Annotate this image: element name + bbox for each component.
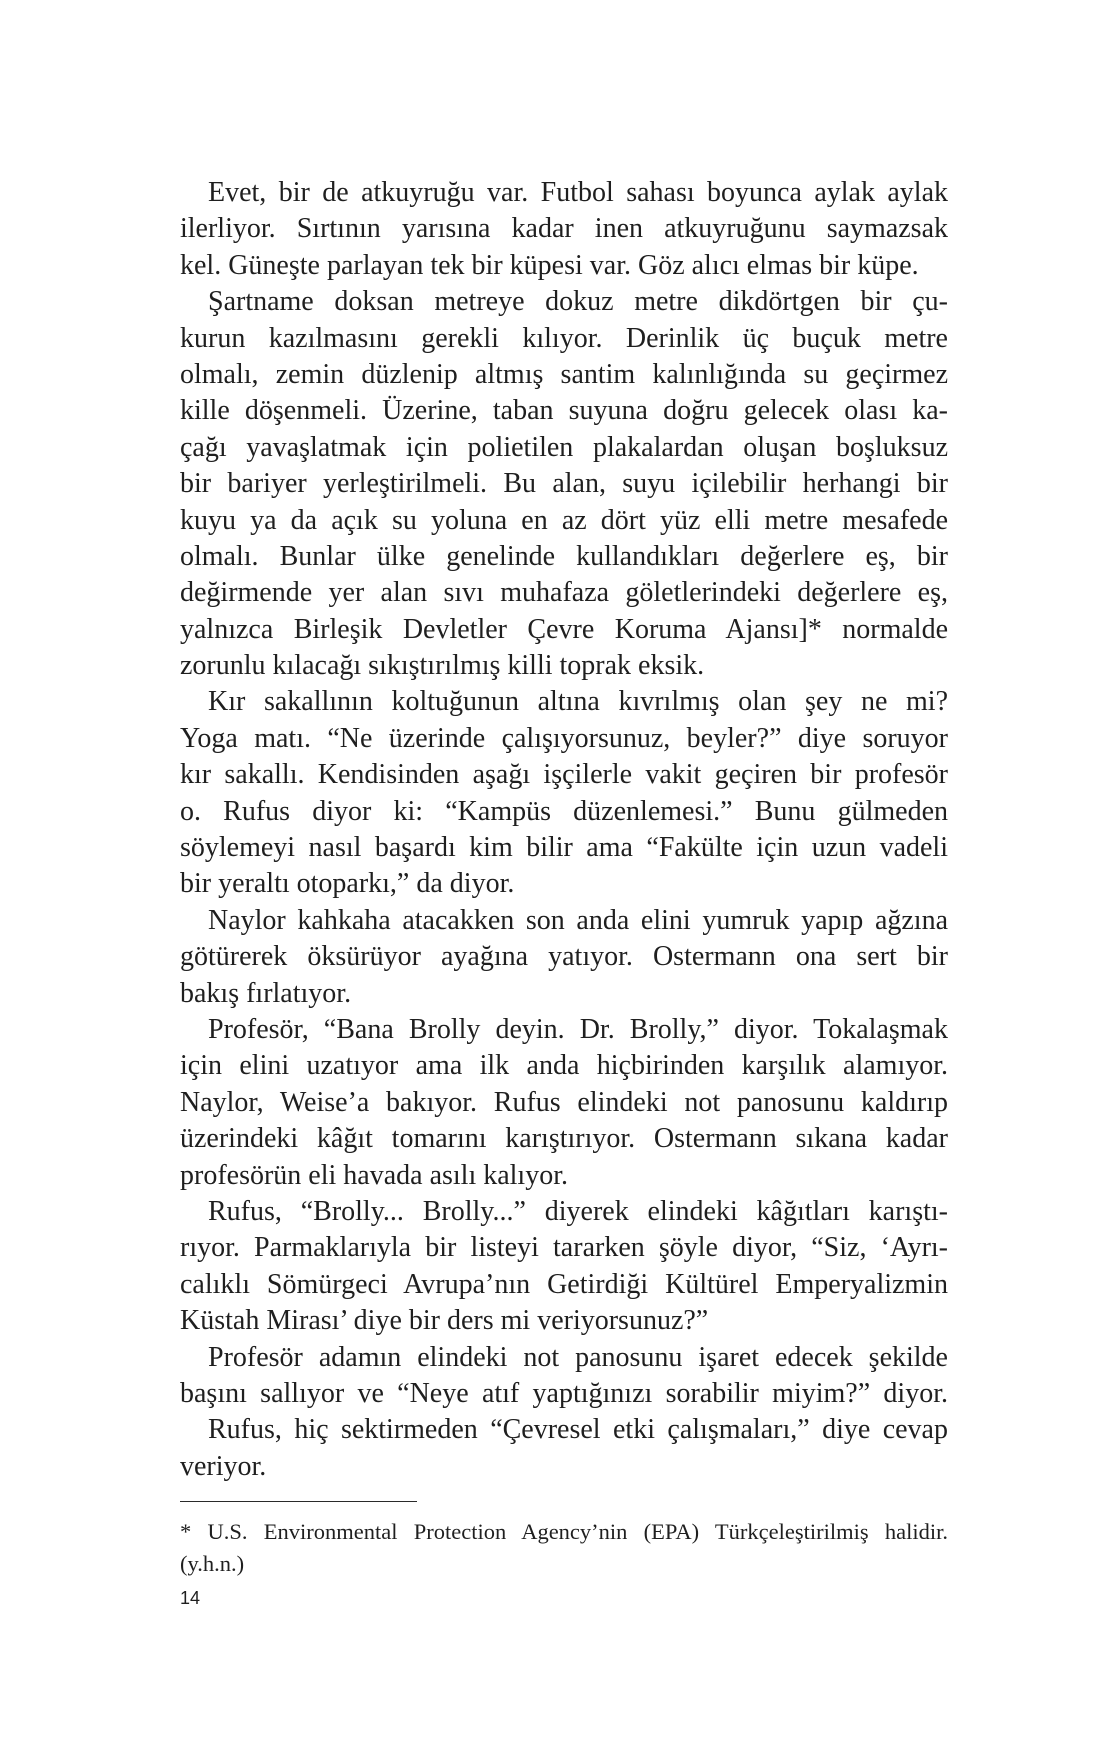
text-line: Profesör adamın elindeki not panosunu işaret edecek şekilde [208, 1341, 948, 1373]
footnote-line: (y.h.n.) [180, 1551, 245, 1576]
text-line: olmalı, zemin düzlenip altmış santim kalınlığında su geçirmez [180, 358, 948, 390]
text-line: calıklı Sömürgeci Avrupa’nın Getirdiği Kültürel Emperyalizmin [180, 1268, 948, 1300]
text-line: başını sallıyor ve “Neye atıf yaptığınızı sorabilir miyim?” diyor. [180, 1377, 948, 1409]
text-line: kurun kazılmasını gerekli kılıyor. Derinlik üç buçuk metre [180, 322, 948, 354]
text-line: bir yeraltı otoparkı,” da diyor. [180, 868, 515, 900]
text-line: kel. Güneşte parlayan tek bir küpesi var. Göz alıcı elmas bir küpe. [180, 249, 919, 281]
text-line: Naylor kahkaha atacakken son anda elini yumruk yapıp ağzına [208, 904, 948, 936]
text-line: olmalı. Bunlar ülke genelinde kullandıkları değerlere eş, bir [180, 540, 948, 572]
text-line: kille döşenmeli. Üzerine, taban suyuna doğru gelecek olası ka- [180, 395, 948, 427]
text-line: kuyu ya da açık su yoluna en az dört yüz elli metre mesafede [180, 504, 948, 536]
text-line: Naylor, Weise’a bakıyor. Rufus elindeki not panosunu kaldırıp [180, 1086, 948, 1118]
text-line: üzerindeki kâğıt tomarını karıştırıyor. Ostermann sıkana kadar [180, 1123, 948, 1155]
text-line: bakış fırlatıyor. [180, 977, 352, 1009]
text-line: götürerek öksürüyor ayağına yatıyor. Ostermann ona sert bir [180, 941, 948, 973]
text-line: kır sakallı. Kendisinden aşağı işçilerle vakit geçiren bir profesör [180, 759, 948, 791]
text-line: için elini uzatıyor ama ilk anda hiçbirinden karşılık alamıyor. [180, 1050, 948, 1082]
footnote-line: * U.S. Environmental Protection Agency’nin (EPA) Türkçeleştirilmiş halidir. [180, 1519, 948, 1544]
text-line: bir bariyer yerleştirilmeli. Bu alan, suyu içilebilir herhangi bir [180, 468, 948, 500]
text-line: Rufus, hiç sektirmeden “Çevresel etki çalışmaları,” diye cevap [208, 1414, 948, 1446]
text-line: Şartname doksan metreye dokuz metre dikdörtgen bir çu- [208, 286, 948, 318]
text-line: Rufus, “Brolly... Brolly...” diyerek elindeki kâğıtları karıştı- [208, 1195, 948, 1227]
footnote [180, 1516, 948, 1580]
text-line: Profesör, “Bana Brolly deyin. Dr. Brolly,” diyor. Tokalaşmak [208, 1013, 948, 1045]
text-line: Evet, bir de atkuyruğu var. Futbol sahası boyunca aylak aylak [208, 177, 948, 208]
body-text [180, 175, 948, 1485]
text-line: o. Rufus diyor ki: “Kampüs düzenlemesi.” Bunu gülmeden [180, 795, 948, 827]
text-line: Küstah Mirası’ diye bir ders mi veriyorsunuz?” [180, 1305, 709, 1337]
text-line: yalnızca Birleşik Devletler Çevre Koruma Ajansı]* normalde [180, 613, 948, 645]
text-line: zorunlu kılacağı sıkıştırılmış killi toprak eksik. [180, 650, 705, 682]
text-line: değirmende yer alan sıvı muhafaza göletlerindeki değerlere eş, [180, 577, 948, 609]
footnote-divider [180, 1501, 417, 1502]
text-line: profesörün eli havada asılı kalıyor. [180, 1159, 568, 1191]
text-line: veriyor. [180, 1450, 267, 1482]
text-line: ilerliyor. Sırtının yarısına kadar inen atkuyruğunu saymazsak [180, 213, 948, 245]
text-line: rıyor. Parmaklarıyla bir listeyi tararken şöyle diyor, “Siz, ‘Ayrı- [180, 1232, 948, 1264]
text-line: Yoga matı. “Ne üzerinde çalışıyorsunuz, beyler?” diye soruyor [180, 722, 948, 754]
text-line: söylemeyi nasıl başardı kim bilir ama “Fakülte için uzun vadeli [180, 832, 948, 864]
text-line: Kır sakallının koltuğunun altına kıvrılmış olan şey ne mi? [208, 686, 948, 718]
page-number: 14 [180, 1588, 201, 1608]
text-line: çağı yavaşlatmak için polietilen plakalardan oluşan boşluksuz [180, 431, 948, 463]
